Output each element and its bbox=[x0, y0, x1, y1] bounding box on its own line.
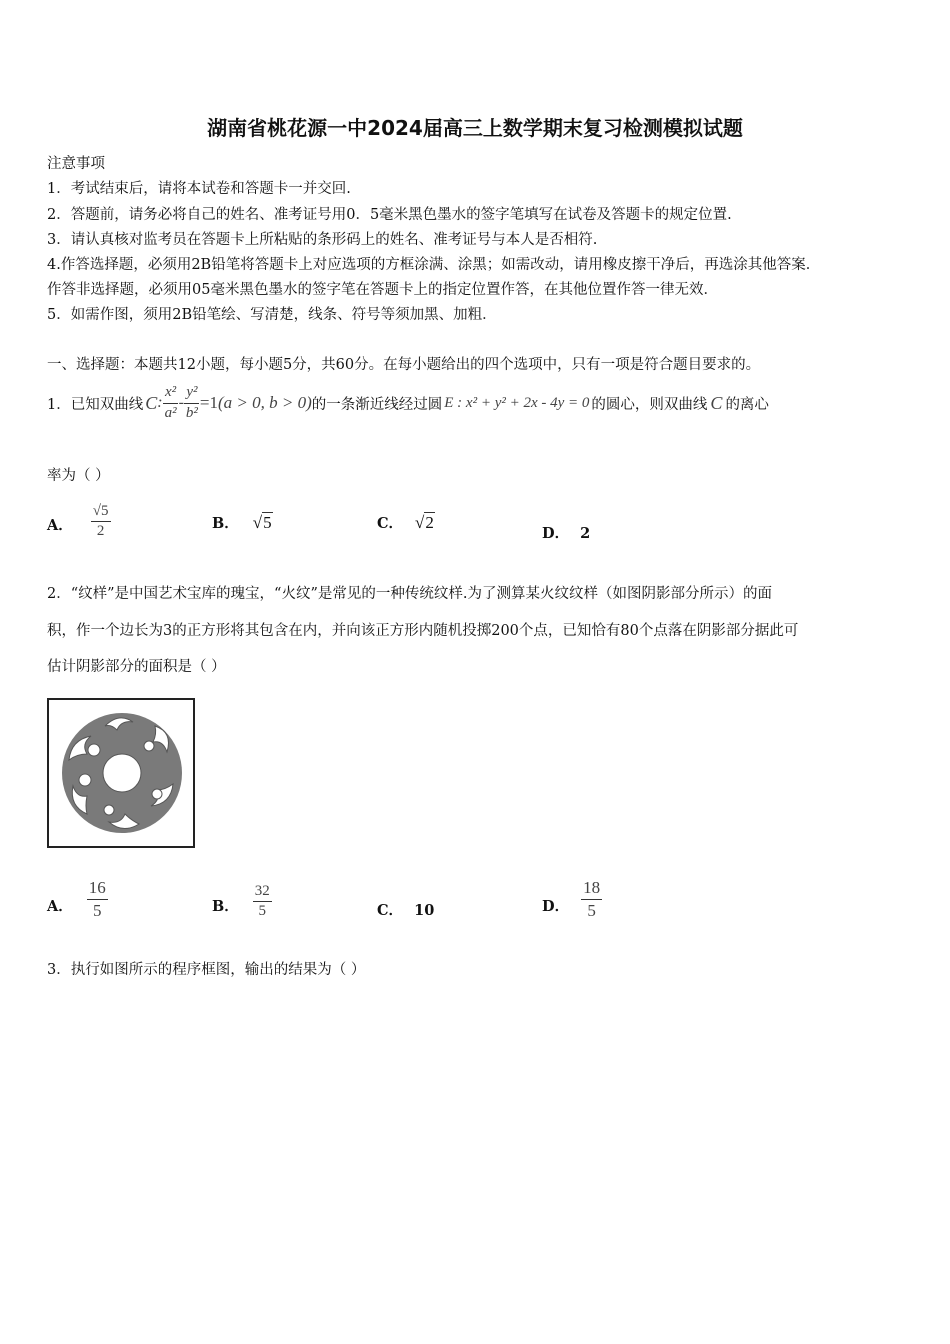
q2-option-b-den: 5 bbox=[258, 903, 267, 920]
q1-option-a-num: √5 bbox=[91, 504, 111, 523]
q2-option-a[interactable] bbox=[47, 872, 108, 920]
question-3: 3．执行如图所示的程序框图，输出的结果为（ ） bbox=[47, 962, 366, 978]
q1-a2: a² bbox=[164, 404, 177, 421]
notice-item-2: 2．答题前，请务必将自己的姓名、准考证号用0．5毫米黑色墨水的签字笔填写在试卷及答题卡的规定位置. bbox=[47, 207, 732, 223]
small-cutout-1 bbox=[88, 744, 100, 756]
q1-option-b-radicand: 5 bbox=[263, 512, 272, 532]
q1-x2: x² bbox=[163, 385, 178, 404]
q1-option-a-label: A． bbox=[47, 517, 73, 534]
page-title: 湖南省桃花源一中2024届高三上数学期末复习检测模拟试题 bbox=[207, 116, 743, 140]
q1-condition: (a > 0, b > 0) bbox=[218, 393, 312, 412]
q1-fraction-x bbox=[163, 385, 179, 422]
q1-colon: : bbox=[157, 394, 163, 411]
q1-fraction-y bbox=[184, 385, 200, 422]
q2-option-a-den: 5 bbox=[93, 901, 102, 921]
q1-option-c[interactable] bbox=[377, 512, 435, 533]
notice-heading: 注意事项 bbox=[47, 156, 105, 172]
q2-option-c-label: C． bbox=[377, 902, 404, 919]
small-cutout-5 bbox=[104, 805, 114, 815]
q1-equals: =1 bbox=[199, 393, 218, 412]
q1-option-b-label: B． bbox=[212, 515, 239, 532]
q1-option-b-value: √5 bbox=[252, 512, 272, 532]
notice-item-5: 5．如需作图，须用2B铅笔绘、写清楚，线条、符号等须加黑、加粗． bbox=[47, 307, 497, 323]
q1-y2: y² bbox=[184, 385, 199, 404]
q2-option-b-label: B． bbox=[212, 898, 239, 915]
small-cutout-2 bbox=[79, 774, 91, 786]
q1-option-c-label: C． bbox=[377, 515, 404, 532]
q1-mid-text-2: 的圆心，则双曲线 bbox=[591, 396, 708, 413]
question-2-line2: 积，作一个边长为3的正方形将其包含在内，并向该正方形内随机投掷200个点，已知恰有80个点落在阴影部分据此可 bbox=[47, 623, 799, 639]
q1-option-d[interactable] bbox=[542, 522, 590, 543]
q1-option-a[interactable] bbox=[47, 496, 111, 540]
question-1-stem bbox=[47, 378, 769, 428]
q1-minus: - bbox=[178, 394, 184, 411]
q1-option-c-radicand: 2 bbox=[425, 512, 434, 532]
q2-option-b-num: 32 bbox=[253, 884, 272, 903]
q2-option-d-label: D． bbox=[542, 898, 570, 915]
section-heading: 一、选择题：本题共12小题，每小题5分，共60分。在每小题给出的四个选项中，只有一项是符合题目要求的。 bbox=[47, 357, 761, 373]
q2-option-b-value bbox=[253, 884, 272, 921]
q1-option-d-label: D． bbox=[542, 525, 570, 542]
q1-option-c-value: √2 bbox=[415, 512, 434, 532]
q2-option-d-den: 5 bbox=[587, 901, 596, 921]
q2-option-d-value bbox=[581, 879, 602, 920]
q1-b2: b² bbox=[185, 404, 198, 421]
question-2-line1: 2．“纹样”是中国艺术宝库的瑰宝，“火纹”是常见的一种传统纹样.为了测算某火纹纹样（如图阴影部分所示）的面 bbox=[47, 586, 772, 602]
q2-option-a-label: A． bbox=[47, 898, 73, 915]
fire-pattern-svg bbox=[47, 698, 195, 848]
q2-option-c-value: 10 bbox=[414, 902, 435, 919]
center-hole bbox=[103, 754, 141, 792]
q1-option-b[interactable] bbox=[212, 512, 273, 533]
fire-pattern-figure bbox=[47, 698, 195, 848]
q1-curve-name: C bbox=[145, 392, 158, 413]
notice-item-3: 3．请认真核对监考员在答题卡上所粘贴的条形码上的姓名、准考证号与本人是否相符. bbox=[47, 232, 598, 248]
q2-option-a-num: 16 bbox=[87, 879, 108, 900]
q1-circle-equation: E : x² + y² + 2x - 4y = 0 bbox=[444, 394, 590, 411]
q2-option-b[interactable] bbox=[212, 874, 272, 920]
q1-option-a-den: 2 bbox=[96, 523, 105, 540]
q2-option-d-num: 18 bbox=[581, 879, 602, 900]
q1-option-d-value: 2 bbox=[580, 525, 591, 542]
q2-option-a-value bbox=[87, 879, 108, 920]
small-cutout-3 bbox=[144, 741, 154, 751]
q1-mid-text: 的一条渐近线经过圆 bbox=[311, 396, 443, 413]
q1-end-text: 的离心 bbox=[725, 396, 769, 413]
question-1-line2: 率为（ ） bbox=[47, 468, 110, 484]
small-cutout-4 bbox=[152, 789, 162, 799]
q1-prefix: 1．已知双曲线 bbox=[47, 396, 144, 413]
q2-option-c[interactable] bbox=[377, 899, 434, 920]
q1-option-a-value bbox=[91, 504, 111, 541]
notice-item-4-line1: 4.作答选择题，必须用2B铅笔将答题卡上对应选项的方框涂满、涂黑；如需改动，请用橡皮擦干净后，再选涂其他答案． bbox=[47, 257, 821, 273]
q1-curve-name-2: C bbox=[710, 392, 723, 413]
notice-item-1: 1．考试结束后，请将本试卷和答题卡一并交回. bbox=[47, 181, 351, 197]
question-2-line3: 估计阴影部分的面积是（ ） bbox=[47, 659, 226, 675]
notice-item-4-line2: 作答非选择题，必须用05毫米黑色墨水的签字笔在答题卡上的指定位置作答，在其他位置作答一律无效． bbox=[47, 282, 718, 298]
q2-option-d[interactable] bbox=[542, 872, 602, 920]
